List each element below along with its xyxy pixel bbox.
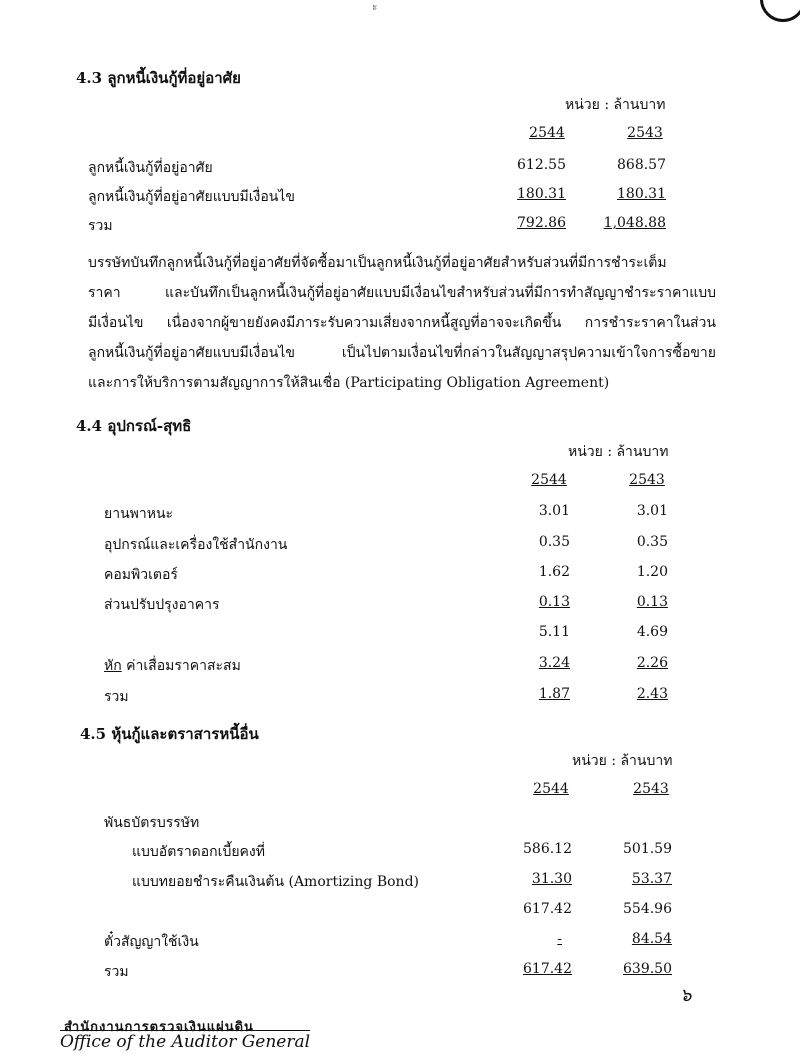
paragraph-line: ราคา และบันทึกเป็นลูกหนี้เงินกู้ที่อยู่อาศัยแบบมีเงื่อนไขสำหรับส่วนที่มีการทำสัญญาชำระราคาแบบ xyxy=(88,285,716,301)
less-label: ค่าเสื่อมราคาสะสม xyxy=(121,658,241,674)
value-2544: 0.35 xyxy=(538,534,570,550)
section-4-3-unit: หน่วย : ล้านบาท xyxy=(565,97,666,113)
value-2544: 1.87 xyxy=(538,686,570,702)
value-2544: - xyxy=(557,931,562,947)
value-2543: 501.59 xyxy=(623,841,672,857)
paragraph-line: และการให้บริการตามสัญญาการให้สินเชื่อ (Participating Obligation Agreement) xyxy=(88,375,610,391)
section-4-3-year-2544: 2544 xyxy=(529,125,565,141)
value-2543: 180.31 xyxy=(617,186,666,202)
value-2544: 180.31 xyxy=(517,186,566,202)
row-label: ลูกหนี้เงินกู้ที่อยู่อาศัยแบบมีเงื่อนไข xyxy=(88,189,295,205)
row-label-less xyxy=(104,655,241,677)
row-label: คอมพิวเตอร์ xyxy=(104,567,178,583)
paragraph-line: บรรษัทบันทึกลูกหนี้เงินกู้ที่อยู่อาศัยที่จัดซื้อมาเป็นลูกหนี้เงินกู้ที่อยู่อาศัยสำหรับส่วนที่มีการชำระเต็ม xyxy=(88,255,667,271)
section-4-5-unit: หน่วย : ล้านบาท xyxy=(572,753,673,769)
paragraph-line: ลูกหนี้เงินกู้ที่อยู่อาศัยแบบมีเงื่อนไข เป็นไปตามเงื่อนไขที่กล่าวในสัญญาสรุปความเข้าใจการซื้อขาย xyxy=(88,345,716,361)
footer-thai-agency: สำนักงานการตรวจเงินแผ่นดิน xyxy=(64,1020,254,1035)
row-label: แบบทยอยชำระคืนเงินต้น (Amortizing Bond) xyxy=(132,874,419,890)
value-2543: 2.26 xyxy=(636,655,668,671)
value-2544: 612.55 xyxy=(517,157,566,173)
value-2543: 1,048.88 xyxy=(603,215,666,231)
value-2544: 586.12 xyxy=(523,841,572,857)
row-label-total: รวม xyxy=(88,218,113,234)
value-2543: 1.20 xyxy=(636,564,668,580)
section-4-3-paragraph xyxy=(88,248,716,398)
value-2543: 868.57 xyxy=(617,157,666,173)
section-4-3-year-2543: 2543 xyxy=(627,125,663,141)
value-2544: 617.42 xyxy=(523,961,572,977)
section-4-3-title: 4.3 ลูกหนี้เงินกู้ที่อยู่อาศัย xyxy=(76,69,241,87)
value-2544: 0.13 xyxy=(538,594,570,610)
value-2543: 0.13 xyxy=(636,594,668,610)
value-2544: 3.01 xyxy=(538,503,570,519)
section-4-5-year-2543: 2543 xyxy=(633,781,669,797)
paragraph-line: มีเงื่อนไข เนื่องจากผู้ขายยังคงมีภาระรับความเสี่ยงจากหนี้สูญที่อาจจะเกิดขึ้น การชำระราคาในส่วน xyxy=(88,315,716,331)
top-mark: ะ xyxy=(372,2,378,13)
row-label: ส่วนปรับปรุงอาคาร xyxy=(104,597,220,613)
row-label-total: รวม xyxy=(104,964,129,980)
row-label: แบบอัตราดอกเบี้ยคงที่ xyxy=(132,844,265,860)
section-4-5-year-2544: 2544 xyxy=(533,781,569,797)
less-prefix: หัก xyxy=(104,658,122,674)
section-4-4-unit: หน่วย : ล้านบาท xyxy=(568,444,669,460)
page-corner-stamp xyxy=(760,0,800,22)
row-label: อุปกรณ์และเครื่องใช้สำนักงาน xyxy=(104,537,288,553)
value-2544: 1.62 xyxy=(538,564,570,580)
section-4-4-year-2544: 2544 xyxy=(531,472,567,488)
section-4-4-year-2543: 2543 xyxy=(629,472,665,488)
group-label: พันธบัตรบรรษัท xyxy=(104,815,200,831)
value-2543: 84.54 xyxy=(631,931,672,947)
value-2543: 2.43 xyxy=(636,686,668,702)
value-2543: 0.35 xyxy=(636,534,668,550)
footer-english-agency: Office of the Auditor General xyxy=(60,1032,311,1052)
value-2544: 3.24 xyxy=(538,655,570,671)
row-label: ยานพาหนะ xyxy=(104,506,174,522)
value-2544: 792.86 xyxy=(517,215,566,231)
value-2543: 3.01 xyxy=(636,503,668,519)
subtotal-2543: 554.96 xyxy=(623,901,672,917)
subtotal-2544: 5.11 xyxy=(538,624,570,640)
subtotal-2544: 617.42 xyxy=(523,901,572,917)
section-4-4-title: 4.4 อุปกรณ์-สุทธิ xyxy=(76,417,192,435)
page-number: ๖ xyxy=(680,985,692,1006)
subtotal-2543: 4.69 xyxy=(636,624,668,640)
row-label: ลูกหนี้เงินกู้ที่อยู่อาศัย xyxy=(88,160,213,176)
section-4-5-title: 4.5 หุ้นกู้และตราสารหนี้อื่น xyxy=(80,725,259,743)
value-2543: 53.37 xyxy=(631,871,672,887)
row-label: ตั๋วสัญญาใช้เงิน xyxy=(104,934,199,950)
value-2543: 639.50 xyxy=(623,961,672,977)
value-2544: 31.30 xyxy=(531,871,572,887)
row-label-total: รวม xyxy=(104,689,129,705)
